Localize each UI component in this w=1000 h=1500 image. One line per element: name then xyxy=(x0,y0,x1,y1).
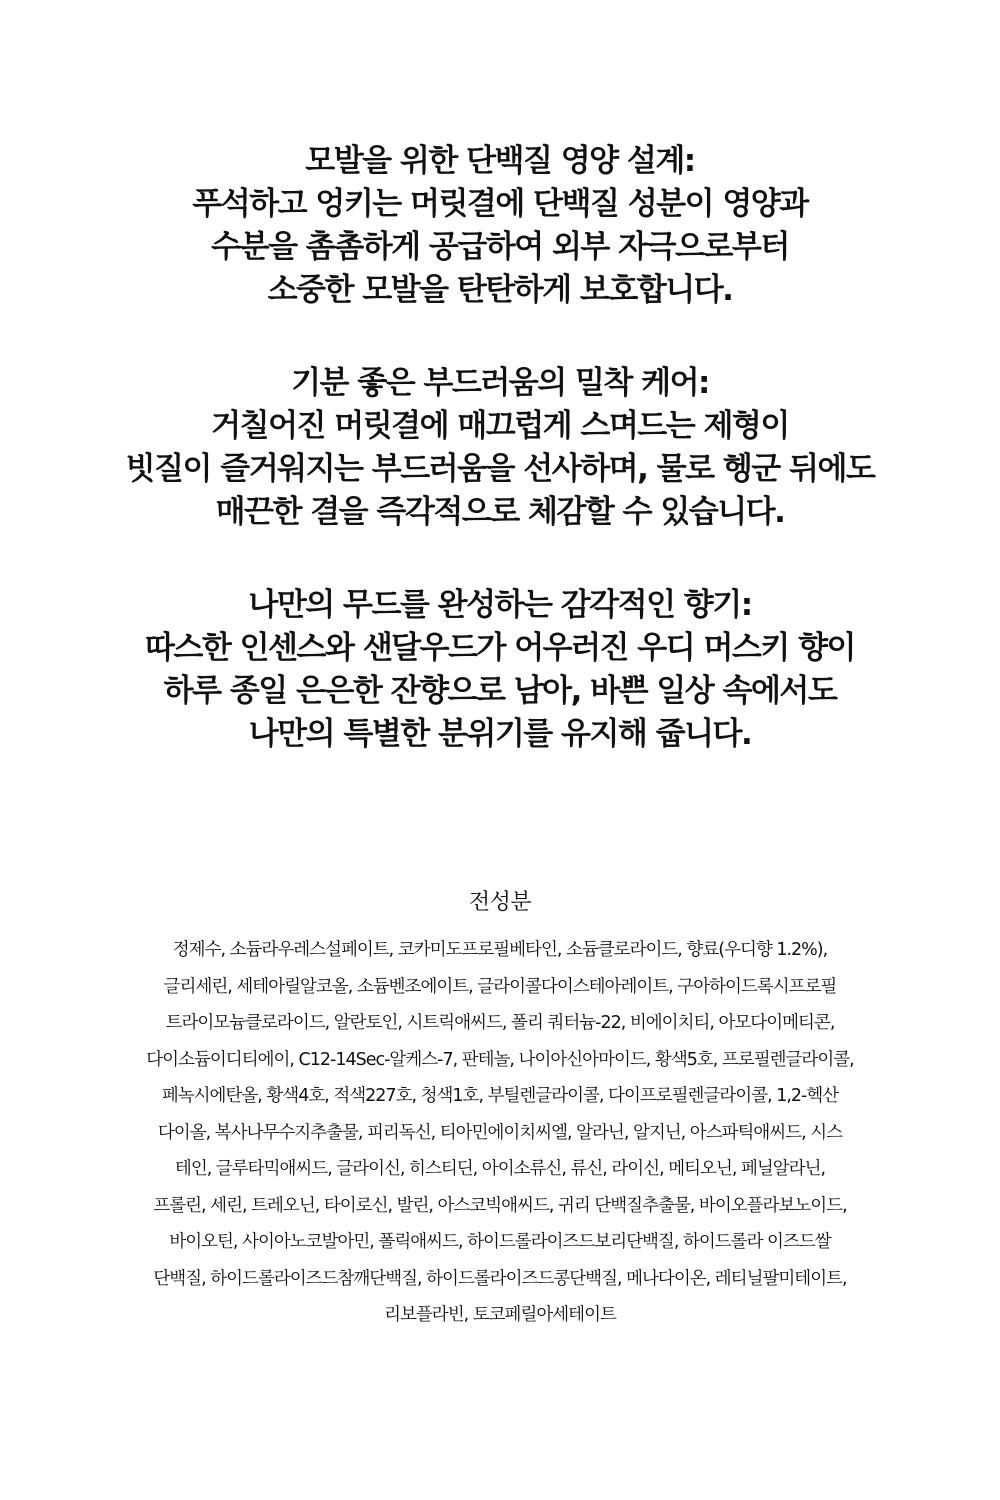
ingredients-line: 페녹시에탄올, 황색4호, 적색227호, 청색1호, 부틸렌글라이콜, 다이프로필렌글라이콜, 1,2-헥산 xyxy=(161,1086,839,1106)
section-text-line: 푸석하고 엉키는 머릿결에 단백질 성분이 영양과 xyxy=(192,186,808,222)
feature-descriptions xyxy=(0,140,1000,806)
section-text-line: 하루 종일 은은한 잔향으로 남아, 바쁜 일상 속에서도 xyxy=(163,673,837,709)
ingredients-line: 바이오틴, 사이아노코발아민, 폴릭애씨드, 하이드롤라이즈드보리단백질, 하이드롤라 이즈드쌀 xyxy=(169,1232,831,1252)
ingredients-line: 글리세린, 세테아릴알코올, 소듐벤조에이트, 글라이콜다이스테아레이트, 구아하이드록시프로필 xyxy=(163,976,837,997)
protein-care-section xyxy=(0,140,1000,312)
section-text-line: 소중한 모발을 탄탄하게 보호합니다. xyxy=(267,272,733,308)
section-text-line: 거칠어진 머릿결에 매끄럽게 스며드는 제형이 xyxy=(211,408,789,444)
section-text-line: 따스한 인센스와 샌달우드가 어우러진 우디 머스키 향이 xyxy=(144,630,855,666)
section-heading: 기분 좋은 부드러움의 밀착 케어: xyxy=(291,365,709,401)
section-text-line: 빗질이 즐거워지는 부드러움을 선사하며, 물로 헹군 뒤에도 xyxy=(125,451,875,487)
section-heading: 모발을 위한 단백질 영양 설계: xyxy=(305,143,695,179)
ingredients-section xyxy=(0,886,1000,1334)
section-text-line: 수분을 촘촘하게 공급하여 외부 자극으로부터 xyxy=(211,229,789,265)
softness-care-section xyxy=(0,362,1000,534)
ingredients-line: 프롤린, 세린, 트레오닌, 타이로신, 발린, 아스코빅애씨드, 귀리 단백질추출물, 바이오플라보노이드, xyxy=(153,1195,847,1216)
section-text-line: 매끈한 결을 즉각적으로 체감할 수 있습니다. xyxy=(215,494,785,530)
section-text-line: 나만의 특별한 분위기를 유지해 줍니다. xyxy=(248,716,752,752)
ingredients-line: 리보플라빈, 토코페릴아세테이트 xyxy=(384,1305,616,1325)
section-heading: 나만의 무드를 완성하는 감각적인 향기: xyxy=(248,587,752,623)
ingredients-line: 트라이모늄클로라이드, 알란토인, 시트릭애씨드, 폴리 쿼터늄-22, 비에이치티, 아모다이메티콘, xyxy=(165,1013,835,1033)
ingredients-line: 테인, 글루타믹애씨드, 글라이신, 히스티딘, 아이소류신, 류신, 라이신, 메티오닌, 페닐알라닌, xyxy=(174,1159,826,1179)
ingredients-line: 단백질, 하이드롤라이즈드참깨단백질, 하이드롤라이즈드콩단백질, 메나다이온, 레티닐팔미테이트, xyxy=(153,1268,847,1289)
ingredients-line: 정제수, 소듐라우레스설페이트, 코카미도프로필베타인, 소듐클로라이드, 향료(우디향 1.2%), xyxy=(172,940,828,960)
ingredients-line: 다이올, 복사나무수지추출물, 피리독신, 티아민에이치씨엘, 알라닌, 알지닌, 아스파틱애씨드, 시스 xyxy=(157,1122,843,1143)
ingredients-line: 다이소듐이디티에이, C12-14Sec-알케스-7, 판테놀, 나이아신아마이드, 황색5호, 프로필렌글라이콜, xyxy=(146,1049,854,1070)
ingredients-title: 전성분 xyxy=(468,890,532,915)
fragrance-section xyxy=(0,584,1000,756)
